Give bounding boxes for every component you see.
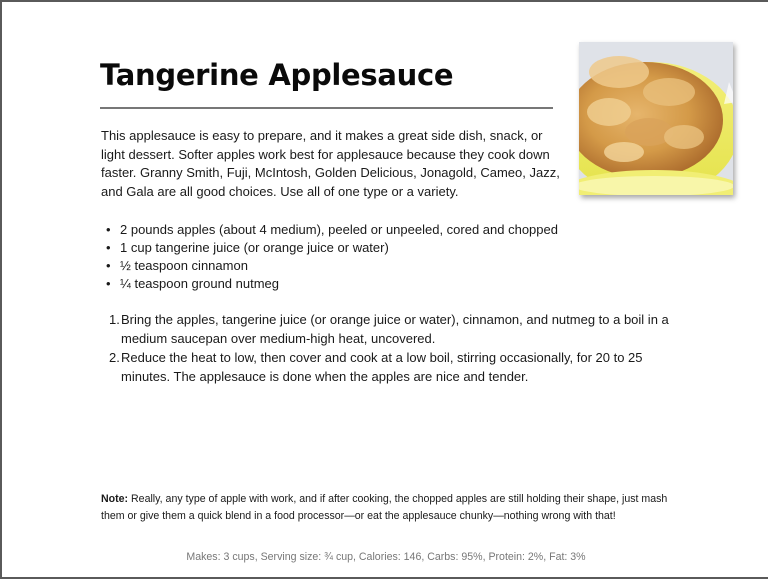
ingredient-item: • ¼ teaspoon ground nutmeg bbox=[106, 275, 586, 293]
recipe-note bbox=[101, 491, 681, 524]
step-text: Bring the apples, tangerine juice (or orange juice or water), cinnamon, and nutmeg to a boil in a medium saucepan over medium-high heat, uncovered. bbox=[121, 312, 669, 346]
instruction-step bbox=[109, 348, 679, 386]
recipe-title: Tangerine Applesauce bbox=[100, 58, 454, 92]
note-text: Really, any type of apple with work, and if after cooking, the chopped apples are still holding their shape, just mash them or give them a quick blend in a food processor—or eat the applesauce chunky—nothing wrong with that! bbox=[101, 493, 668, 522]
recipe-intro: This applesauce is easy to prepare, and it makes a great side dish, snack, or light dessert. Softer apples work best for applesauce because they cook down faster. Granny Smith, Fuji, McIntosh, Golden Delicious, Jonagold, Cameo, Jazz, and Gala are all good choices. Use all of one type or a variety. bbox=[101, 128, 560, 199]
step-number: 2. bbox=[109, 350, 120, 365]
step-text: Reduce the heat to low, then cover and cook at a low boil, stirring occasionally, for 20 to 25 minutes. The applesauce is done when the apples are nice and tender. bbox=[121, 350, 643, 384]
applesauce-photo-icon bbox=[579, 42, 733, 195]
ingredient-item: • 2 pounds apples (about 4 medium), peeled or unpeeled, cored and chopped bbox=[106, 221, 586, 239]
title-divider bbox=[100, 107, 553, 109]
instruction-step bbox=[109, 310, 679, 348]
step-number: 1. bbox=[109, 312, 120, 327]
nutrition-footer: Makes: 3 cups, Serving size: ¾ cup, Calories: 146, Carbs: 95%, Protein: 2%, Fat: 3% bbox=[186, 551, 586, 563]
ingredient-item: • ½ teaspoon cinnamon bbox=[106, 257, 586, 275]
instructions-list bbox=[109, 310, 679, 386]
note-label: Note: bbox=[101, 493, 129, 505]
recipe-photo bbox=[579, 42, 733, 195]
ingredients-list bbox=[106, 221, 586, 293]
ingredient-item: • 1 cup tangerine juice (or orange juice or water) bbox=[106, 239, 586, 257]
